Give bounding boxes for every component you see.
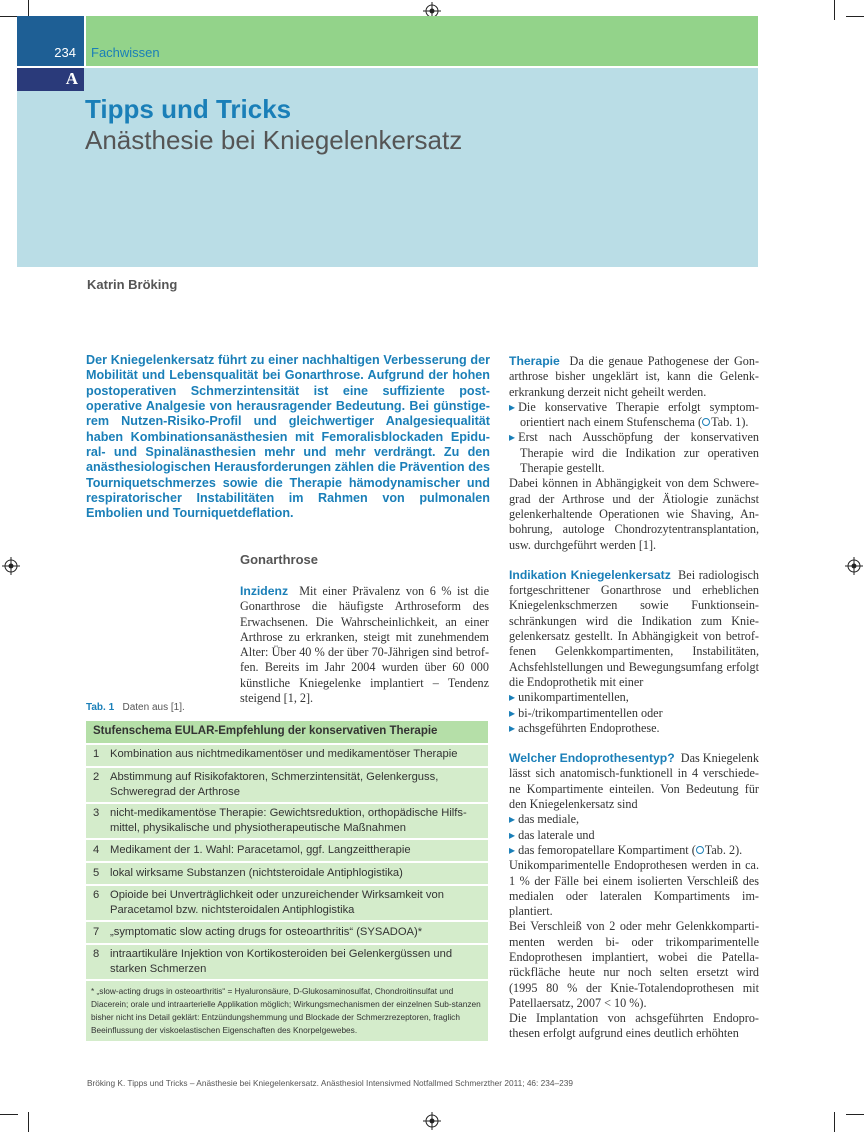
table-ref-icon xyxy=(696,846,704,854)
header-band xyxy=(86,16,758,66)
crop-mark xyxy=(0,1114,18,1115)
table-link[interactable]: Tab. 1 xyxy=(711,415,742,430)
row-text: nicht-medikamentöse Therapie: Gewichtsreduktion, orthopädische Hilfs-mittel, physikalische und physiotherapeutische Maßnahmen xyxy=(110,807,467,834)
registration-mark-icon xyxy=(2,557,20,575)
table-row xyxy=(86,745,488,766)
row-text: intraartikuläre Injektion von Kortikosteroiden bei Gelenkergüssen und starken Schmerzen xyxy=(110,948,453,975)
crop-mark xyxy=(28,1112,29,1132)
list-item: ▸ achsgeführten Endoprothese. xyxy=(509,721,759,736)
table-row xyxy=(86,945,488,979)
list-item: ▸ das mediale, xyxy=(509,812,759,827)
therapie-text: Da die genaue Pathogenese der Gon-arthrose bisher ungeklärt ist, kann die Gelenk-erkrankung derzeit nicht geheilt werden. xyxy=(509,354,760,399)
page-number-box xyxy=(17,16,84,66)
crop-mark xyxy=(0,16,18,17)
typ-text: Das Kniegelenk lässt sich anatomisch-funktionell in 4 verschiede-ne Kompartimente einteilen. Von Bedeutung für den Kniegelenkersatz sind xyxy=(509,751,759,812)
row-text: Kombination aus nichtmedikamentöser und medikamentöser Therapie xyxy=(110,748,458,760)
page-title: Tipps und Tricks xyxy=(85,94,292,124)
table-caption xyxy=(86,702,185,713)
page-number: 234 xyxy=(54,45,76,60)
list-item: ▸ Die konservative Therapie erfolgt symptom-orientiert nach einem Stufenschema ( Tab. 1). xyxy=(509,400,759,431)
table-caption-text: Daten aus [1]. xyxy=(122,702,185,713)
gonarthrose-paragraph xyxy=(240,584,489,706)
crop-mark xyxy=(846,1114,864,1115)
table-row xyxy=(86,886,488,920)
section-heading: Gonarthrose xyxy=(240,552,319,567)
inzidenz-lead: Inzidenz xyxy=(240,584,289,598)
author: Katrin Bröking xyxy=(87,277,178,292)
typ-lead: Welcher Endoprothesentyp? xyxy=(509,751,675,766)
row-number: 3 xyxy=(93,807,100,819)
row-number: 5 xyxy=(93,867,100,879)
table-row xyxy=(86,863,488,884)
crop-mark xyxy=(834,0,835,20)
abstract: Der Kniegelenkersatz führt zu einer nachhaltigen Verbesserung der Mobilität und Lebensqualität bei Gonarthrose. Aufgrund der hohen postoperativen Schmerzintensität ist eine suffiziente post-operative Analgesie von herausragender Bedeutung. Bei günstige-rem Nutzen-Risiko-Profil und gleichwertiger Analgesiequalität haben Kombinationsanästhesien mit Femoralisblockaden Epidu-ral- und Spinalänasthesien mehr und mehr verdrängt. Zu den anästhesiologischen Herausforderungen zählen die Prävention des Tourniquetschmerzes sowie die Therapie hämodynamischer und respiratorischer Instabilitäten im Rahmen von pulmonalen Embolien und Tourniquetdeflation. xyxy=(86,353,490,521)
therapie-text-2: Dabei können in Abhängigkeit von dem Schwere-grad der Arthrose und der Ätiologie zunächst gelenkerhaltende Operationen wie Shaving, An-bohrung, autologe Chondrozytentransplantation, usw. durchgeführt werden [1]. xyxy=(509,476,759,552)
section-letter: A xyxy=(65,69,78,88)
typ-text-3: Bei Verschleiß von 2 oder mehr Gelenkkomparti-menten werden bi- oder trikomparimentelle Endoprothesen implantiert, wobei die Patella-rückfläche heute nur noch selten ersetzt wird (1995 80 % der Knie-Totalendoprothesen mit Patellaersatz, 2007 < 10 %). xyxy=(509,919,759,1010)
typ-text-2: Unikomparimentelle Endoprothesen werden in ca. 1 % der Fälle bei einem isolierten Verschleiß des medialen oder lateralen Kompartiments im-plantiert. xyxy=(509,858,759,919)
list-item: ▸ das laterale und xyxy=(509,828,759,843)
row-text: lokal wirksame Substanzen (nichtsteroidale Antiphlogistika) xyxy=(110,867,403,879)
row-text: Opioide bei Unverträglichkeit oder unzureichender Wirksamkeit von Paracetamol bzw. nichtsteroidalen Antiphlogistika xyxy=(110,889,444,916)
table-header xyxy=(86,721,488,743)
right-column xyxy=(509,354,759,1042)
indikation-text: Bei radiologisch fortgeschrittener Gonarthrose und erheblichen Kniegelenkschmerzen sowie Funktionsein-schränkungen wird die Indikation zum Knie-gelenkersatz gestellt. In Abhängigkeit von betrof-fenen Gelenkkompartimenten, Instabilitäten, Achsfehlstellungen und Bewegungsumfang erfolgt die Endoprothetik mit einer xyxy=(509,567,759,689)
list-item: ▸ Erst nach Ausschöpfung der konservativen Therapie wird die Indikation zur operativen Therapie gestellt. xyxy=(509,430,759,476)
row-number: 7 xyxy=(93,926,100,938)
registration-mark-icon xyxy=(423,1112,441,1130)
table-label: Tab. 1 xyxy=(86,702,115,713)
table-row xyxy=(86,804,488,838)
therapie-lead: Therapie xyxy=(509,354,560,368)
table-ref-icon xyxy=(702,418,710,426)
row-number: 4 xyxy=(93,844,100,856)
row-number: 1 xyxy=(93,748,100,760)
indikation-lead: Indikation Kniegelenkersatz xyxy=(509,567,671,582)
crop-mark xyxy=(834,1112,835,1132)
table-header-text: Stufenschema EULAR-Empfehlung der konservativen Therapie xyxy=(93,725,438,737)
typ-text-4: Die Implantation von achsgeführten Endopro-thesen erfolgt aufgrund eines deutlich erhöhten xyxy=(509,1011,759,1041)
list-item: ▸ das femoropatellare Kompartiment ( Tab. 2). xyxy=(509,843,759,858)
row-text: Abstimmung auf Risikofaktoren, Schmerzintensität, Gelenkerguss, Schweregrad der Arthrose xyxy=(110,771,439,798)
inzidenz-text: Mit einer Prävalenz von 6 % ist die Gonarthrose die häufigste Arthroseform des Erwachsenen. Die Wahrscheinlichkeit, an einer Arthrose zu erkranken, steigt mit zunehmendem Alter: Über 40 % der über 70-Jährigen sind betrof-fen. Bereits im Jahr 2004 wurden über 60 000 künstliche Kniegelenke implantiert – Tendenz steigend [1, 2]. xyxy=(240,584,489,706)
table-row xyxy=(86,922,488,943)
page-subtitle: Anästhesie bei Kniegelenkersatz xyxy=(85,125,463,155)
table-link[interactable]: Tab. 2 xyxy=(704,842,736,857)
crop-mark xyxy=(846,16,864,17)
table-row xyxy=(86,840,488,861)
row-text: Medikament der 1. Wahl: Paracetamol, ggf. Langzeittherapie xyxy=(110,844,411,856)
table-footnote-text: * „slow-acting drugs in osteoarthritis“ = Hyaluronsäure, D-Glukosaminosulfat, Chondroitinsulfat und Diacerein; orale und intraarterielle Applikation möglich; Wirkungsmechanismen der einzelnen Sub-stanzen bisher nicht ins Detail geklärt: Entzündungshemmung und Blockade der Schmerzrezeptoren, fraglich Beeinflussung der viskoelastischen Eigenschaften des Knorpelgewebes. xyxy=(91,986,481,1036)
list-item: ▸ unikompartimentellen, xyxy=(509,690,759,705)
letter-box xyxy=(17,68,84,91)
row-number: 2 xyxy=(93,771,100,783)
row-number: 6 xyxy=(93,889,100,901)
registration-mark-icon xyxy=(845,557,863,575)
row-text: „symptomatic slow acting drugs for osteoarthritis“ (SYSADOA)* xyxy=(110,926,423,938)
list-item: ▸ bi-/trikompartimentellen oder xyxy=(509,706,759,721)
footer-citation: Bröking K. Tipps und Tricks – Anästhesie bei Kniegelenkersatz. Anästhesiol Intensivmed Notfallmed Schmerzther 2011; 46: 234–239 xyxy=(87,1078,573,1088)
section-label: Fachwissen xyxy=(91,45,160,60)
row-number: 8 xyxy=(93,948,100,960)
table-row xyxy=(86,768,488,802)
table-footnote xyxy=(86,981,488,1041)
